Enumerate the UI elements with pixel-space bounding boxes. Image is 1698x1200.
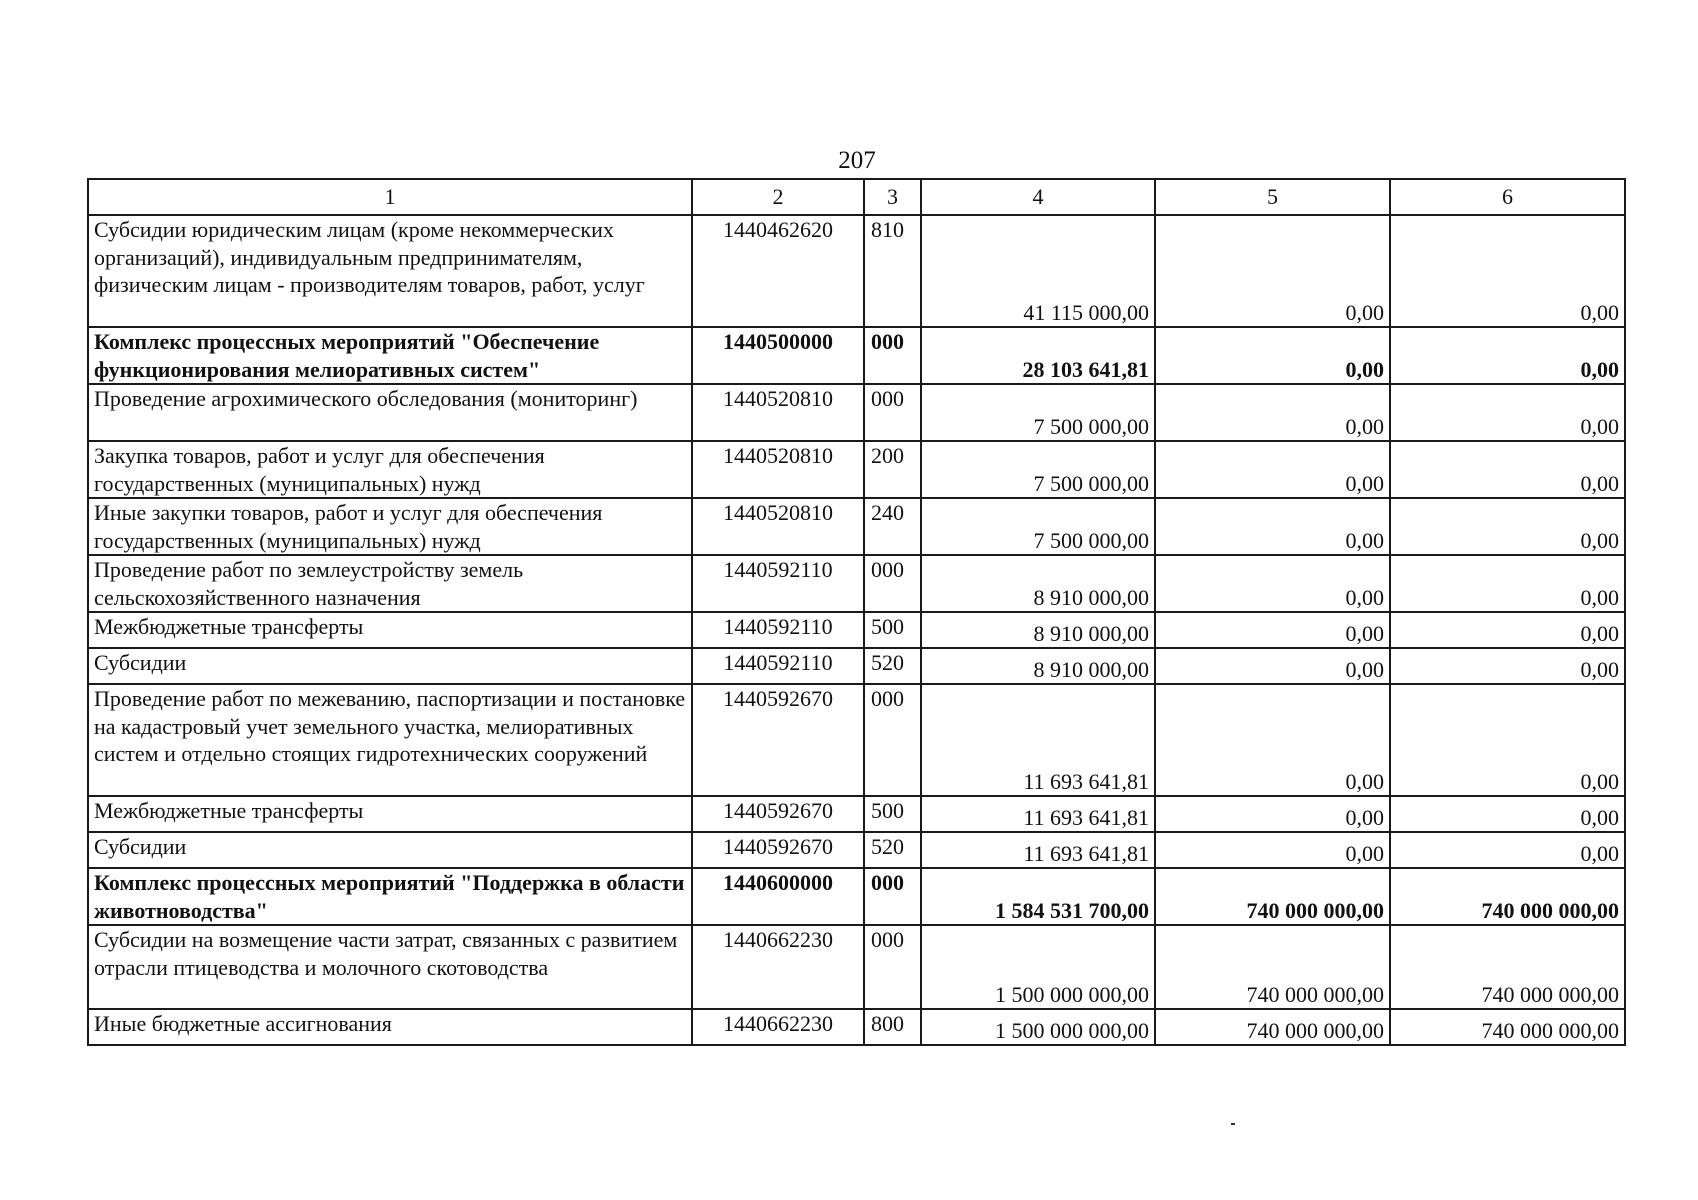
row-amount-col5: 0,00	[1155, 832, 1390, 868]
row-amount-col4: 7 500 000,00	[921, 441, 1155, 498]
row-type-cell: 520	[864, 648, 921, 684]
row-amount-col5: 740 000 000,00	[1155, 868, 1390, 925]
row-amount-col4: 8 910 000,00	[921, 612, 1155, 648]
row-amount-col4: 11 693 641,81	[921, 684, 1155, 796]
row-amount-col4: 11 693 641,81	[921, 832, 1155, 868]
table-row	[88, 384, 1625, 441]
row-amount-col6: 0,00	[1390, 684, 1625, 796]
row-amount-col4: 7 500 000,00	[921, 498, 1155, 555]
row-amount-col6: 0,00	[1390, 832, 1625, 868]
row-amount-col5: 0,00	[1155, 215, 1390, 327]
row-amount-col6: 740 000 000,00	[1390, 868, 1625, 925]
row-code-cell: 1440592110	[692, 648, 864, 684]
table-row	[88, 832, 1625, 868]
row-name-cell: Комплекс процессных мероприятий "Поддержка в области животноводства"	[88, 868, 692, 925]
row-name-cell: Субсидии	[88, 832, 692, 868]
column-header: 5	[1155, 179, 1390, 215]
row-amount-col6: 0,00	[1390, 384, 1625, 441]
row-code-cell: 1440462620	[692, 215, 864, 327]
table-body	[88, 179, 1625, 1045]
row-amount-col6: 0,00	[1390, 648, 1625, 684]
row-amount-col5: 740 000 000,00	[1155, 925, 1390, 1009]
column-header: 2	[692, 179, 864, 215]
table-row	[88, 327, 1625, 384]
row-amount-col4: 1 500 000 000,00	[921, 925, 1155, 1009]
row-type-cell: 000	[864, 327, 921, 384]
scan-speck	[1231, 1123, 1235, 1125]
row-amount-col4: 8 910 000,00	[921, 555, 1155, 612]
row-name-cell: Субсидии на возмещение части затрат, связанных с развитием отрасли птицеводства и молочного скотоводства	[88, 925, 692, 1009]
column-header: 3	[864, 179, 921, 215]
table-row	[88, 1009, 1625, 1045]
row-amount-col4: 28 103 641,81	[921, 327, 1155, 384]
column-header: 6	[1390, 179, 1625, 215]
budget-table	[87, 178, 1626, 1046]
table-row	[88, 555, 1625, 612]
row-amount-col5: 0,00	[1155, 555, 1390, 612]
row-amount-col6: 0,00	[1390, 327, 1625, 384]
row-amount-col5: 0,00	[1155, 612, 1390, 648]
row-amount-col6: 740 000 000,00	[1390, 925, 1625, 1009]
row-code-cell: 1440500000	[692, 327, 864, 384]
row-amount-col4: 41 115 000,00	[921, 215, 1155, 327]
row-type-cell: 800	[864, 1009, 921, 1045]
row-name-cell: Комплекс процессных мероприятий "Обеспечение функционирования мелиоративных систем"	[88, 327, 692, 384]
row-amount-col6: 0,00	[1390, 555, 1625, 612]
row-amount-col5: 740 000 000,00	[1155, 1009, 1390, 1045]
row-code-cell: 1440592670	[692, 832, 864, 868]
row-code-cell: 1440592110	[692, 555, 864, 612]
row-code-cell: 1440662230	[692, 925, 864, 1009]
row-code-cell: 1440520810	[692, 384, 864, 441]
row-code-cell: 1440592110	[692, 612, 864, 648]
column-number-row	[88, 179, 1625, 215]
page-number: 207	[838, 147, 876, 174]
row-amount-col6: 0,00	[1390, 215, 1625, 327]
row-amount-col4: 11 693 641,81	[921, 796, 1155, 832]
row-amount-col6: 740 000 000,00	[1390, 1009, 1625, 1045]
column-header: 1	[88, 179, 692, 215]
row-name-cell: Иные бюджетные ассигнования	[88, 1009, 692, 1045]
table-row	[88, 648, 1625, 684]
row-name-cell: Проведение агрохимического обследования (мониторинг)	[88, 384, 692, 441]
row-name-cell: Межбюджетные трансферты	[88, 796, 692, 832]
table-row	[88, 796, 1625, 832]
row-amount-col5: 0,00	[1155, 684, 1390, 796]
row-name-cell: Проведение работ по межеванию, паспортизации и постановке на кадастровый учет земельного участка, мелиоративных систем и отдельно стоящих гидротехнических сооружений	[88, 684, 692, 796]
row-type-cell: 520	[864, 832, 921, 868]
row-type-cell: 000	[864, 925, 921, 1009]
row-code-cell: 1440662230	[692, 1009, 864, 1045]
table-row	[88, 498, 1625, 555]
row-amount-col5: 0,00	[1155, 648, 1390, 684]
table-row	[88, 215, 1625, 327]
row-type-cell: 500	[864, 796, 921, 832]
row-type-cell: 500	[864, 612, 921, 648]
row-amount-col6: 0,00	[1390, 441, 1625, 498]
row-type-cell: 810	[864, 215, 921, 327]
row-code-cell: 1440520810	[692, 441, 864, 498]
row-name-cell: Субсидии	[88, 648, 692, 684]
row-name-cell: Межбюджетные трансферты	[88, 612, 692, 648]
row-amount-col5: 0,00	[1155, 498, 1390, 555]
row-type-cell: 240	[864, 498, 921, 555]
row-code-cell: 1440600000	[692, 868, 864, 925]
row-amount-col5: 0,00	[1155, 796, 1390, 832]
row-name-cell: Закупка товаров, работ и услуг для обеспечения государственных (муниципальных) нужд	[88, 441, 692, 498]
row-name-cell: Проведение работ по землеустройству земель сельскохозяйственного назначения	[88, 555, 692, 612]
row-type-cell: 000	[864, 384, 921, 441]
table-row	[88, 612, 1625, 648]
table-row	[88, 868, 1625, 925]
row-code-cell: 1440520810	[692, 498, 864, 555]
row-amount-col4: 1 500 000 000,00	[921, 1009, 1155, 1045]
row-amount-col4: 1 584 531 700,00	[921, 868, 1155, 925]
table-row	[88, 684, 1625, 796]
row-amount-col4: 7 500 000,00	[921, 384, 1155, 441]
row-amount-col5: 0,00	[1155, 384, 1390, 441]
row-type-cell: 000	[864, 684, 921, 796]
table-row	[88, 441, 1625, 498]
row-amount-col4: 8 910 000,00	[921, 648, 1155, 684]
row-type-cell: 000	[864, 868, 921, 925]
column-header: 4	[921, 179, 1155, 215]
row-amount-col5: 0,00	[1155, 327, 1390, 384]
table-row	[88, 925, 1625, 1009]
row-type-cell: 200	[864, 441, 921, 498]
row-amount-col5: 0,00	[1155, 441, 1390, 498]
row-amount-col6: 0,00	[1390, 498, 1625, 555]
row-name-cell: Субсидии юридическим лицам (кроме некоммерческих организаций), индивидуальным предпринимателям, физическим лицам - производителям товаров, работ, услуг	[88, 215, 692, 327]
row-amount-col6: 0,00	[1390, 612, 1625, 648]
row-code-cell: 1440592670	[692, 684, 864, 796]
row-amount-col6: 0,00	[1390, 796, 1625, 832]
row-name-cell: Иные закупки товаров, работ и услуг для обеспечения государственных (муниципальных) нужд	[88, 498, 692, 555]
row-code-cell: 1440592670	[692, 796, 864, 832]
row-type-cell: 000	[864, 555, 921, 612]
